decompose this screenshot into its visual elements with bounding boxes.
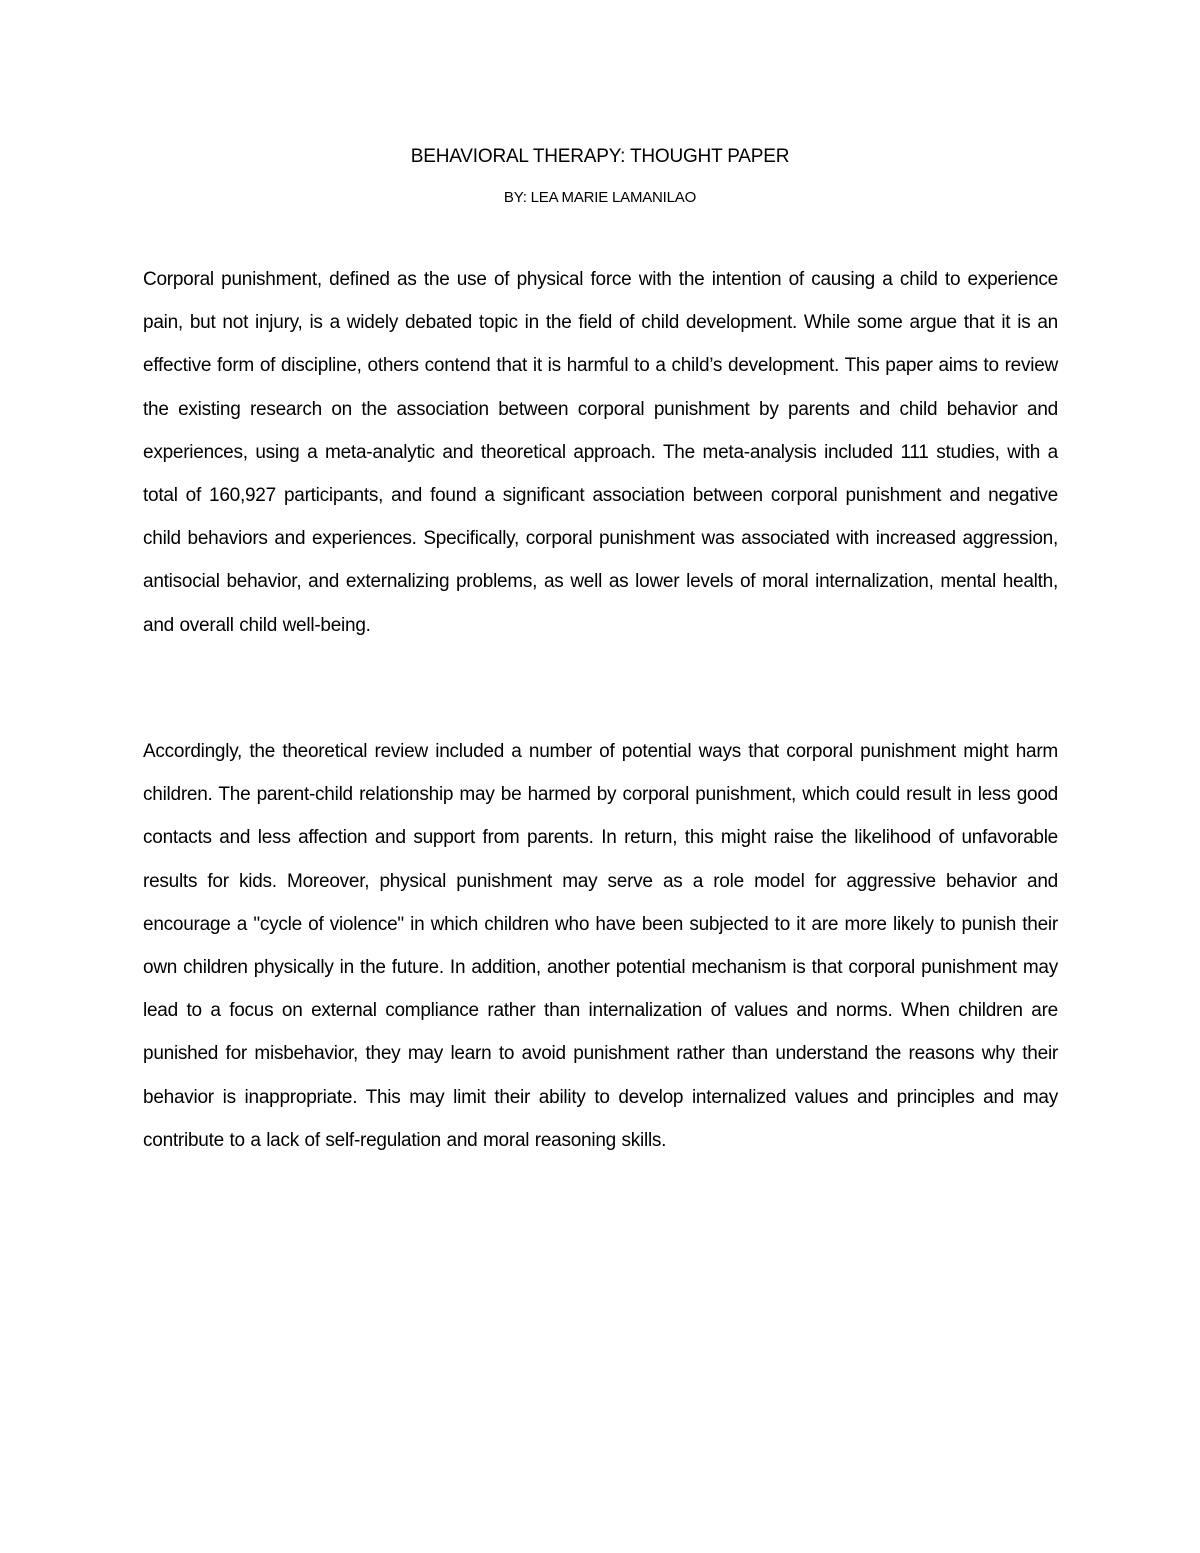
document-byline: BY: LEA MARIE LAMANILAO	[503, 189, 697, 206]
document-title: BEHAVIORAL THERAPY: THOUGHT PAPER	[410, 146, 790, 167]
paragraph-1: Corporal punishment, defined as the use of physical force with the intention of causing a child to experience pain, but not injury, is a widely debated topic in the field of child development. While some argue that it is an effective form of discipline, others contend that it is harmful to a child’s development. This paper aims to review the existing research on the association between corporal punishment by parents and child behavior and experiences, using a meta-analytic and theoretical approach. The meta-analysis included 111 studies, with a total of 160,927 participants, and found a significant association between corporal punishment and negative child behaviors and experiences. Specifically, corporal punishment was associated with increased aggression, antisocial behavior, and externalizing problems, as well as lower levels of moral internalization, mental health, and overall child well-being.	[143, 269, 1058, 636]
paragraph-2: Accordingly, the theoretical review included a number of potential ways that corporal punishment might harm children. The parent-child relationship may be harmed by corporal punishment, which could result in less good contacts and less affection and support from parents. In return, this might raise the likelihood of unfavorable results for kids. Moreover, physical punishment may serve as a role model for aggressive behavior and encourage a "cycle of violence" in which children who have been subjected to it are more likely to punish their own children physically in the future. In addition, another potential mechanism is that corporal punishment may lead to a focus on external compliance rather than internalization of values and norms. When children are punished for misbehavior, they may learn to avoid punishment rather than understand the reasons why their behavior is inappropriate. This may limit their ability to develop internalized values and principles and may contribute to a lack of self-regulation and moral reasoning skills.	[143, 741, 1058, 1151]
